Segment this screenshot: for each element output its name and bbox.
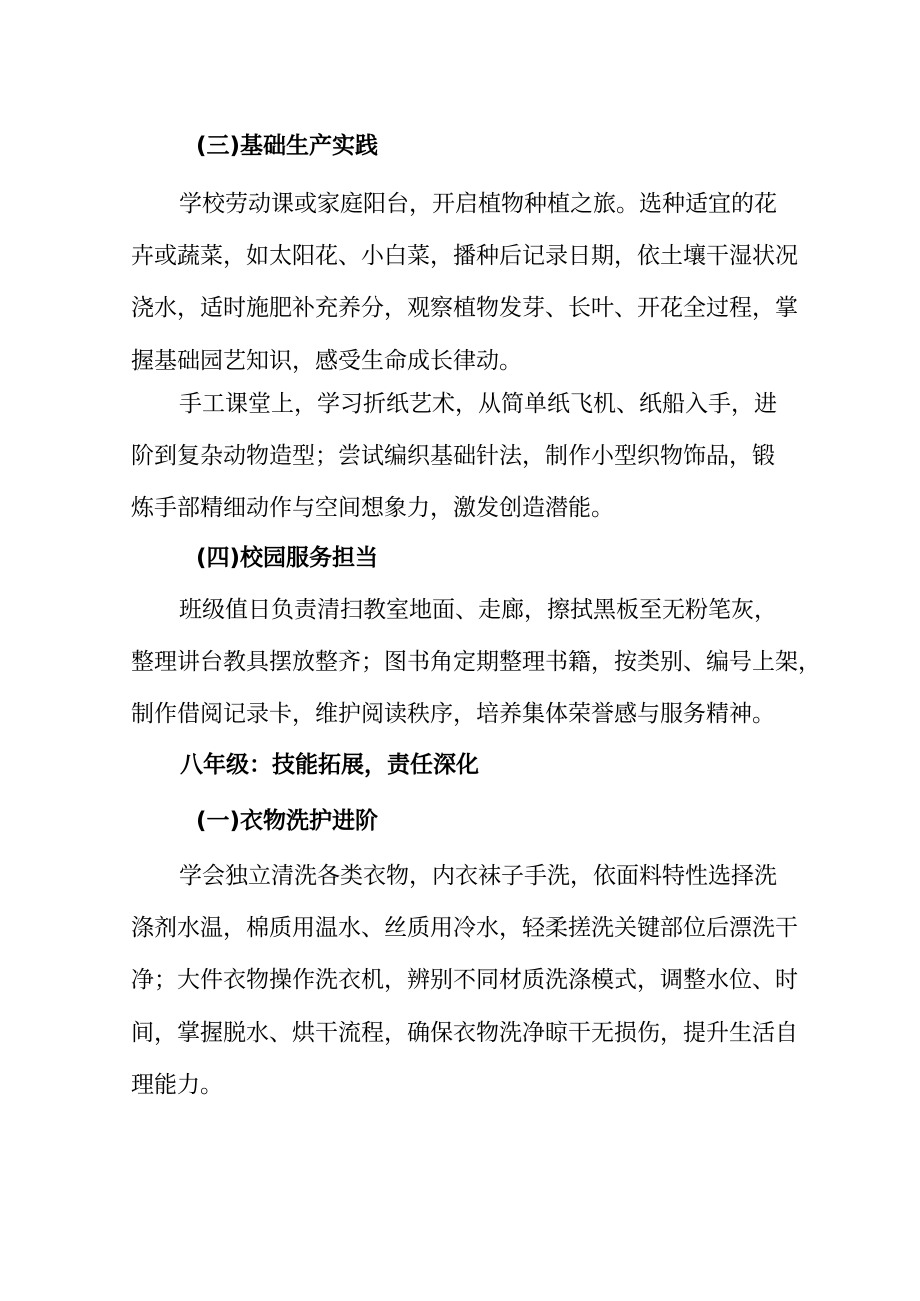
section-heading-3: (三)基础生产实践: [196, 133, 379, 159]
paragraph-line: 学校劳动课或家庭阳台，开启植物种植之旅。选种适宜的花: [179, 191, 777, 217]
paragraph-line: 涤剂水温，棉质用温水、丝质用冷水，轻柔搓洗关键部位后漂洗干: [131, 915, 798, 942]
paragraph-line: 手工课堂上，学习折纸艺术，从简单纸飞机、纸船入手，进: [179, 391, 777, 417]
paragraph-planting: [131, 178, 798, 387]
paragraph-line: 握基础园艺知识，感受生命成长律动。: [131, 347, 522, 374]
paragraph-line: 学会独立清洗各类衣物，内衣袜子手洗，依面料特性选择洗: [179, 863, 777, 889]
paragraph-line: 炼手部精细动作与空间想象力，激发创造潜能。: [131, 495, 614, 522]
paragraph-handcraft: [131, 378, 791, 535]
paragraph-line: 理能力。: [131, 1071, 223, 1098]
paragraph-line: 班级值日负责清扫教室地面、走廊，擦拭黑板至无粉笔灰，: [179, 597, 777, 623]
section-heading-4: (四)校园服务担当: [196, 545, 379, 571]
paragraph-line: 间，掌握脱水、烘干流程，确保衣物洗净晾干无损伤，提升生活自: [131, 1019, 798, 1046]
paragraph-line: 阶到复杂动物造型；尝试编织基础针法，制作小型织物饰品，锻: [131, 443, 775, 470]
paragraph-line: 制作借阅记录卡，维护阅读秩序，培养集体荣誉感与服务精神。: [131, 701, 775, 728]
grade-heading: 八年级：技能拓展，责任深化: [180, 752, 479, 778]
paragraph-campus-service: [131, 584, 821, 741]
paragraph-line: 净；大件衣物操作洗衣机，辨别不同材质洗涤模式，调整水位、时: [131, 967, 798, 994]
paragraph-line: 卉或蔬菜，如太阳花、小白菜，播种后记录日期，依土壤干湿状况: [131, 243, 798, 270]
paragraph-laundry: [131, 850, 798, 1111]
paragraph-line: 整理讲台教具摆放整齐；图书角定期整理书籍，按类别、编号上架，: [131, 649, 821, 676]
section-heading-1: (一)衣物洗护进阶: [196, 808, 379, 834]
paragraph-line: 浇水，适时施肥补充养分，观察植物发芽、长叶、开花全过程，掌: [131, 295, 798, 322]
